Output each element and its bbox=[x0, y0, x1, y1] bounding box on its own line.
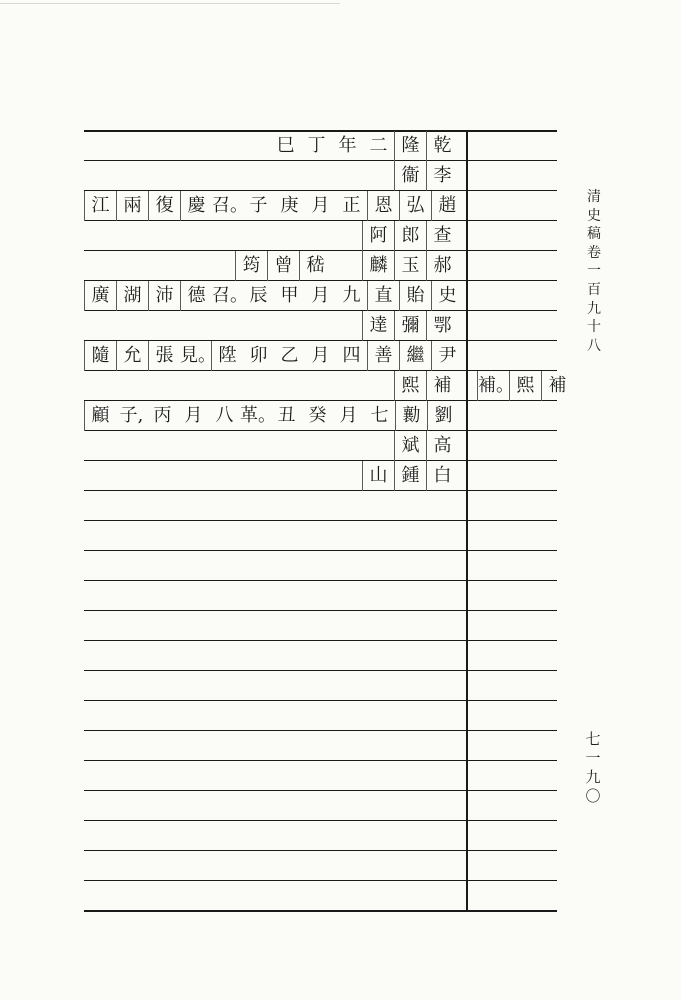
side-title-char: 九 bbox=[587, 300, 601, 317]
table-char: 衞 bbox=[394, 161, 426, 191]
table-char: 補 bbox=[541, 371, 573, 401]
table-char: 阿 bbox=[362, 221, 394, 251]
table-char: 八 bbox=[215, 405, 234, 426]
table-char: 玉 bbox=[394, 251, 426, 281]
table-char: 恩 bbox=[367, 191, 399, 221]
row-rule bbox=[84, 700, 557, 701]
table-char: 嵇 bbox=[299, 251, 331, 281]
page-number-char: 七 bbox=[585, 730, 601, 748]
table-char: 陞 bbox=[211, 341, 243, 371]
table-char: 兩 bbox=[116, 191, 148, 221]
table-char: 達 bbox=[362, 311, 394, 341]
table-char: 補。 bbox=[477, 371, 509, 401]
side-title-char: 八 bbox=[587, 337, 601, 354]
table-row bbox=[84, 371, 458, 401]
table-row bbox=[84, 341, 458, 371]
table-char: 筠 bbox=[235, 251, 267, 281]
table-char: 江 bbox=[84, 191, 116, 221]
table-char: 斌 bbox=[394, 431, 426, 461]
table-char: 白 bbox=[426, 461, 458, 491]
row-rule bbox=[84, 790, 557, 791]
row-rule bbox=[84, 670, 557, 671]
row-rule bbox=[84, 520, 557, 521]
table-char: 弘 bbox=[399, 191, 431, 221]
table-char: 復 bbox=[148, 191, 180, 221]
table-char: 乙 bbox=[280, 345, 299, 366]
table-row bbox=[84, 131, 458, 161]
table-char: 貽 bbox=[399, 281, 431, 311]
table-char: 丁 bbox=[307, 135, 326, 156]
table-char: 丑 bbox=[277, 405, 296, 426]
table-char: 七 bbox=[370, 405, 389, 426]
table-row bbox=[84, 311, 458, 341]
table-char: 鄂 bbox=[426, 311, 458, 341]
table-char: 辰 bbox=[249, 285, 268, 306]
table-char: 繼 bbox=[399, 341, 431, 371]
row-rule bbox=[84, 550, 557, 551]
table-char: 沛 bbox=[148, 281, 180, 311]
table-char: 鍾 bbox=[394, 461, 426, 491]
table-char: 月 bbox=[339, 405, 358, 426]
page-number bbox=[583, 730, 603, 806]
table-char: 勷 bbox=[395, 401, 427, 431]
row-rule bbox=[84, 610, 557, 611]
table-char: 召。 bbox=[212, 195, 248, 216]
row-rule bbox=[84, 730, 557, 731]
side-title-char: 一 bbox=[587, 263, 601, 280]
table-char: 慶 bbox=[180, 191, 212, 221]
row-rule bbox=[84, 580, 557, 581]
table-char: 卯 bbox=[249, 345, 268, 366]
table-char: 甲 bbox=[280, 285, 299, 306]
row-rule bbox=[84, 760, 557, 761]
table-char: 月 bbox=[184, 405, 203, 426]
table-char: 史 bbox=[431, 281, 463, 311]
table-char: 張 bbox=[148, 341, 180, 371]
table-char: 癸 bbox=[308, 405, 327, 426]
row-rule bbox=[84, 850, 557, 851]
table-char: 巳 bbox=[276, 135, 295, 156]
table-char: 允 bbox=[116, 341, 148, 371]
table-row bbox=[84, 461, 458, 491]
side-title-char: 十 bbox=[587, 319, 601, 336]
table-char: 善 bbox=[367, 341, 399, 371]
row-rule bbox=[84, 820, 557, 821]
table-char: 郝 bbox=[426, 251, 458, 281]
table-char: 熙 bbox=[394, 371, 426, 401]
table-row bbox=[84, 251, 458, 281]
table-char: 麟 bbox=[362, 251, 394, 281]
table-char: 見。 bbox=[180, 345, 216, 366]
table-char: 廣 bbox=[84, 281, 116, 311]
table-char: 月 bbox=[311, 285, 330, 306]
table-char: 彌 bbox=[394, 311, 426, 341]
table-char: 乾 bbox=[426, 131, 458, 161]
table-char: 直 bbox=[367, 281, 399, 311]
page-number-char: 〇 bbox=[585, 787, 601, 805]
side-title bbox=[585, 188, 603, 355]
table-row bbox=[84, 221, 458, 251]
table-char: 高 bbox=[426, 431, 458, 461]
table-char: 子 bbox=[249, 195, 268, 216]
row-rule bbox=[84, 640, 557, 641]
side-title-char: 百 bbox=[587, 281, 601, 298]
table-char: 趙 bbox=[431, 191, 463, 221]
table-row bbox=[84, 161, 458, 191]
row-rule bbox=[84, 910, 557, 912]
table-char: 子, bbox=[119, 405, 144, 426]
table-char: 革。 bbox=[240, 405, 276, 426]
side-title-char: 史 bbox=[587, 207, 601, 224]
side-note bbox=[477, 371, 567, 401]
scan-top-edge bbox=[0, 3, 340, 4]
table-row bbox=[84, 281, 458, 311]
table-char: 月 bbox=[311, 345, 330, 366]
table-char: 湖 bbox=[116, 281, 148, 311]
table-char: 丙 bbox=[153, 405, 172, 426]
page-number-char: 一 bbox=[585, 749, 601, 767]
table-char: 九 bbox=[342, 285, 361, 306]
table-char: 月 bbox=[311, 195, 330, 216]
side-title-char: 稿 bbox=[587, 226, 601, 243]
table-char: 補 bbox=[426, 371, 458, 401]
table-char: 隆 bbox=[394, 131, 426, 161]
table-row bbox=[84, 431, 458, 461]
side-title-char: 清 bbox=[587, 189, 601, 205]
table-char: 尹 bbox=[431, 341, 463, 371]
table-char: 顧 bbox=[84, 401, 116, 431]
table-char: 庚 bbox=[280, 195, 299, 216]
official-table bbox=[84, 130, 567, 910]
table-char: 四 bbox=[342, 345, 361, 366]
row-rule bbox=[84, 880, 557, 881]
table-row bbox=[84, 401, 458, 431]
page-number-char: 九 bbox=[585, 768, 601, 786]
table-char: 隨 bbox=[84, 341, 116, 371]
table-char: 德 bbox=[180, 281, 212, 311]
table-char: 李 bbox=[426, 161, 458, 191]
side-title-char: 卷 bbox=[587, 244, 601, 261]
table-char: 曾 bbox=[267, 251, 299, 281]
table-char: 郎 bbox=[394, 221, 426, 251]
table-char: 二 bbox=[369, 135, 388, 156]
table-char: 查 bbox=[426, 221, 458, 251]
table-char: 劉 bbox=[427, 401, 459, 431]
table-char: 正 bbox=[342, 195, 361, 216]
table-char: 召。 bbox=[212, 285, 248, 306]
table-char: 山 bbox=[362, 461, 394, 491]
table-char: 年 bbox=[338, 135, 357, 156]
table-row bbox=[84, 191, 458, 221]
table-char: 熙 bbox=[509, 371, 541, 401]
